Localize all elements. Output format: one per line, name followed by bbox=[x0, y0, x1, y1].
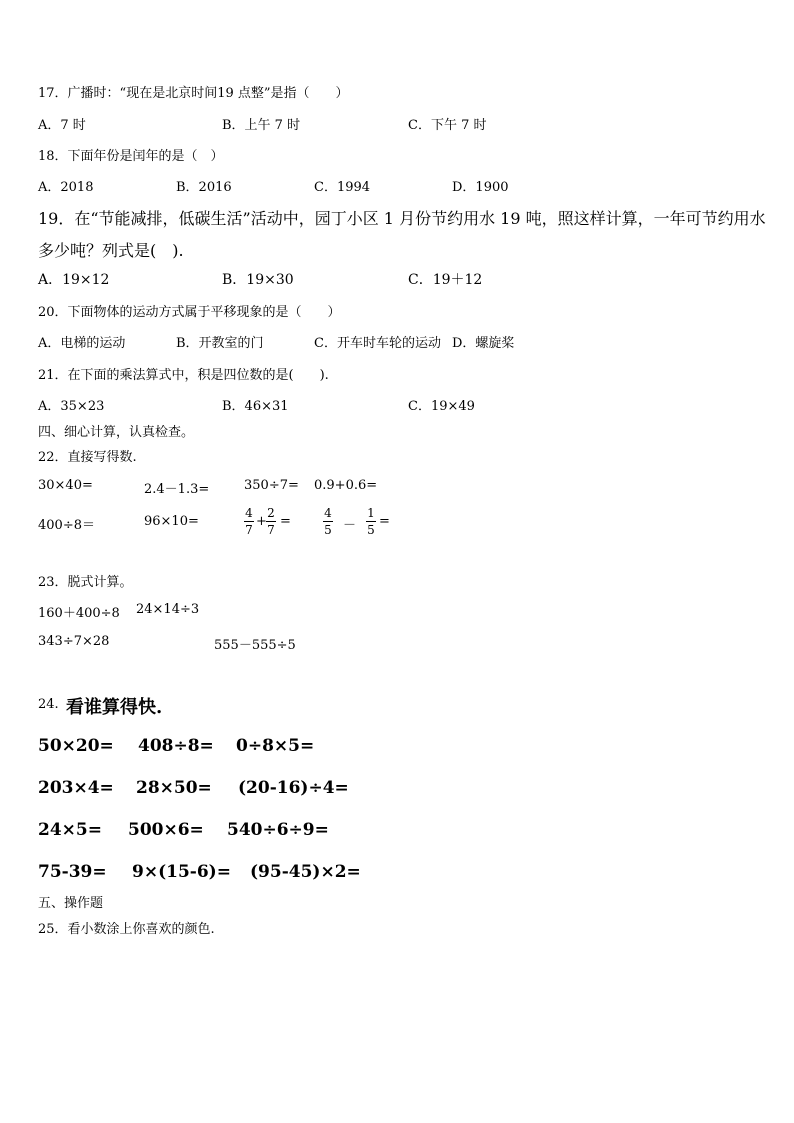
denominator: 5 bbox=[367, 523, 375, 537]
denominator: 7 bbox=[267, 523, 275, 537]
question-24-number: 24. bbox=[38, 697, 59, 712]
q22-item: 350÷7= bbox=[244, 478, 299, 493]
fraction bbox=[266, 506, 276, 537]
q19-option-a: A．19×12 bbox=[38, 272, 110, 288]
question-21-stem: 21．在下面的乘法算式中，积是四位数的是( ). bbox=[38, 368, 329, 383]
q24-item: (95-45)×2= bbox=[250, 862, 361, 882]
section-5-heading: 五、操作题 bbox=[38, 896, 104, 911]
q21-option-a: A．35×23 bbox=[38, 399, 105, 414]
q24-item: 75-39= bbox=[38, 862, 107, 882]
q22-item: 2.4－1.3= bbox=[144, 482, 210, 497]
question-23-stem: 23．脱式计算。 bbox=[38, 575, 133, 590]
q24-item: 24×5= bbox=[38, 820, 102, 840]
question-18-stem: 18．下面年份是闰年的是（ ） bbox=[38, 149, 224, 164]
q22-item: 30×40= bbox=[38, 478, 93, 493]
q24-item: 500×6= bbox=[128, 820, 204, 840]
q22-item: 0.9+0.6= bbox=[314, 478, 378, 493]
operator: + bbox=[256, 514, 267, 529]
q24-item: 28×50= bbox=[136, 778, 212, 798]
q24-item: 540÷6÷9= bbox=[227, 820, 329, 840]
section-4-heading: 四、细心计算，认真检查。 bbox=[38, 425, 195, 440]
q23-item: 160＋400÷8 bbox=[38, 606, 120, 621]
q20-option-c: C．开车时车轮的运动 bbox=[314, 336, 441, 351]
denominator: 5 bbox=[324, 523, 332, 537]
q24-item: 0÷8×5= bbox=[236, 736, 315, 756]
fraction bbox=[323, 506, 333, 537]
question-17-stem: 17．广播时：“现在是北京时间19 点整”是指（ ） bbox=[38, 86, 349, 101]
q23-item: 555－555÷5 bbox=[214, 638, 296, 653]
q19-option-c: C．19＋12 bbox=[408, 272, 483, 288]
denominator: 7 bbox=[245, 523, 253, 537]
question-19-stem-line1: 19．在“节能减排，低碳生活”活动中，园丁小区 1 月份节约用水 19 吨，照这样计算，一年可节约用水 bbox=[38, 209, 766, 228]
q22-item: 96×10= bbox=[144, 514, 199, 529]
question-24-stem: 看谁算得快. bbox=[66, 697, 163, 718]
q18-option-d: D．1900 bbox=[452, 180, 509, 195]
q21-option-b: B．46×31 bbox=[222, 399, 289, 414]
q17-option-b: B．上午 7 时 bbox=[222, 118, 301, 133]
q17-option-a: A．7 时 bbox=[38, 118, 86, 133]
numerator: 4 bbox=[245, 506, 253, 520]
fraction bbox=[244, 506, 254, 537]
question-19-stem-line2: 多少吨？列式是( ). bbox=[38, 241, 184, 260]
q18-option-a: A．2018 bbox=[38, 180, 94, 195]
q24-item: 203×4= bbox=[38, 778, 114, 798]
q19-option-b: B．19×30 bbox=[222, 272, 294, 288]
q20-option-d: D．螺旋桨 bbox=[452, 336, 515, 351]
numerator: 2 bbox=[267, 506, 275, 520]
q24-item: 9×(15-6)= bbox=[132, 862, 231, 882]
equals-sign: = bbox=[379, 514, 390, 529]
operator: － bbox=[343, 518, 357, 533]
numerator: 4 bbox=[324, 506, 332, 520]
equals-sign: = bbox=[280, 514, 291, 529]
q18-option-c: C．1994 bbox=[314, 180, 371, 195]
q20-option-b: B．开教室的门 bbox=[176, 336, 264, 351]
q23-item: 343÷7×28 bbox=[38, 634, 110, 649]
q22-item: 400÷8＝ bbox=[38, 518, 95, 533]
q24-item: 408÷8= bbox=[138, 736, 214, 756]
q24-item: 50×20= bbox=[38, 736, 114, 756]
question-22-stem: 22．直接写得数. bbox=[38, 450, 137, 465]
fraction bbox=[366, 506, 376, 537]
q24-item: (20-16)÷4= bbox=[238, 778, 349, 798]
question-20-stem: 20．下面物体的运动方式属于平移现象的是（ ） bbox=[38, 305, 341, 320]
q20-option-a: A．电梯的运动 bbox=[38, 336, 126, 351]
q17-option-c: C．下午 7 时 bbox=[408, 118, 487, 133]
numerator: 1 bbox=[367, 506, 375, 520]
question-25-stem: 25．看小数涂上你喜欢的颜色. bbox=[38, 922, 215, 937]
q21-option-c: C．19×49 bbox=[408, 399, 475, 414]
q23-item: 24×14÷3 bbox=[136, 602, 200, 617]
q18-option-b: B．2016 bbox=[176, 180, 232, 195]
